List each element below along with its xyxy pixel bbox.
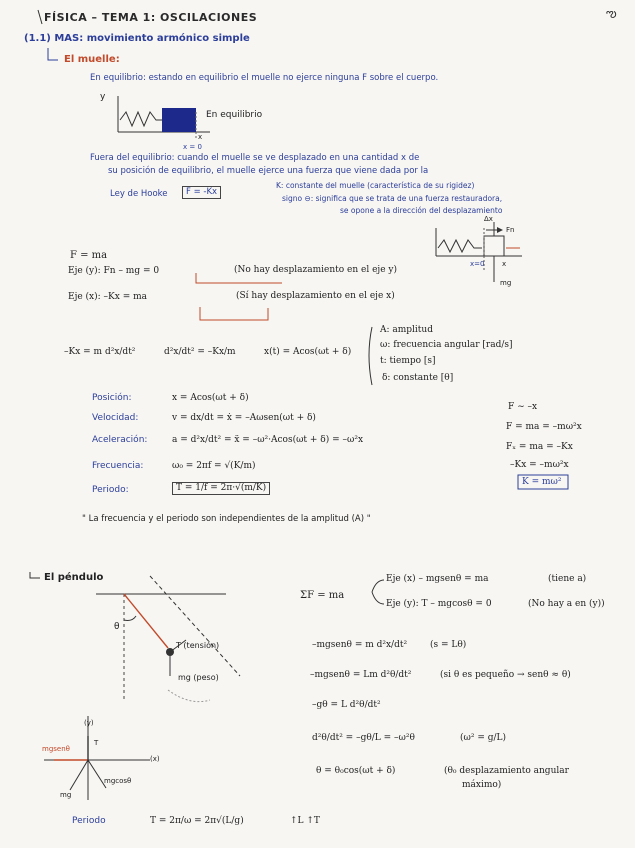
pend-line5-note1: (θ₀ desplazamiento angular <box>444 766 569 776</box>
legend-constant: δ: constante [θ] <box>382 373 454 383</box>
side-equate: –Kx = –mω²x <box>510 460 569 470</box>
fuera-line2: su posición de equilibrio, el muelle ejerce una fuerza que viene dada por la <box>108 166 429 176</box>
pend-line1-note: (s = Lθ) <box>430 640 467 650</box>
legend-angular-frequency: ω: frecuencia angular [rad/s] <box>380 340 513 350</box>
position-formula: x = Acos(ωt + δ) <box>172 393 249 403</box>
pend-line4-note: (ω² = g/L) <box>460 733 507 743</box>
corner-doodle-icon: ఌ <box>606 6 617 20</box>
acceleration-formula: a = d²x/dt² = ẍ = –ω²·Acos(ωt + δ) = –ω²x <box>172 435 364 445</box>
equilibrio-diagram-label: En equilibrio <box>206 110 263 120</box>
velocity-label: Velocidad: <box>92 413 139 423</box>
pend-period-formula: T = 2π/ω = 2π√(L/g) <box>150 816 244 826</box>
pend-eje-y-note: (No hay a en (y)) <box>528 599 605 609</box>
legend-amplitude: A: amplitud <box>380 325 433 335</box>
fma-line: F = ma <box>70 250 108 261</box>
eje-y-equation: Eje (y): Fn – mg = 0 <box>68 266 160 276</box>
side-fx: Fₓ = ma = –Kx <box>506 442 573 452</box>
theta-label: θ <box>114 622 120 632</box>
pend-line4: d²θ/dt² = –gθ/L = –ω²θ <box>312 733 415 743</box>
signo-line2: se opone a la dirección del desplazamiento <box>340 206 503 215</box>
legend-time: t: tiempo [s] <box>380 356 436 366</box>
independence-quote: " La frecuencia y el periodo son independientes de la amplitud (A) " <box>82 514 371 524</box>
acceleration-label: Aceleración: <box>92 435 148 445</box>
ode-2: d²x/dt² = –Kx/m <box>164 347 236 357</box>
ode-solution: x(t) = Acos(ωt + δ) <box>264 347 352 357</box>
frequency-formula: ω₀ = 2πf = √(K/m) <box>172 461 256 471</box>
period-label: Periodo: <box>92 485 129 495</box>
pend-eje-x: Eje (x) – mgsenθ = ma <box>386 574 489 584</box>
side-fma: F = ma = –mω²x <box>506 422 582 432</box>
fbd-tension: T <box>94 739 99 747</box>
subheading-pendulo: El péndulo <box>44 572 104 583</box>
hooke-label: Ley de Hooke <box>110 189 168 199</box>
pend-period-label: Periodo <box>72 816 106 826</box>
side-proportional: F ∼ –x <box>508 402 538 412</box>
fbd-mg: mg <box>60 791 72 799</box>
eje-x-equation: Eje (x): –Kx = ma <box>68 292 148 302</box>
fbd-x-axis: (x) <box>150 755 160 763</box>
position-label: Posición: <box>92 393 132 403</box>
ode-1: –Kx = m d²x/dt² <box>64 347 136 357</box>
eje-y-note: (No hay desplazamiento en el eje y) <box>234 265 397 275</box>
section-heading-mas: (1.1) MAS: movimiento armónico simple <box>24 33 250 44</box>
sumf-line: ΣF = ma <box>300 590 345 601</box>
fuera-line1: Fuera del equilibrio: cuando el muelle se ve desplazado en una cantidad x de <box>90 153 420 163</box>
pend-line1: –mgsenθ = m d²x/dt² <box>312 640 408 650</box>
side-k-result: K = mω² <box>522 477 562 487</box>
diag2-dx: Δx <box>484 215 493 223</box>
hooke-formula: F = -Kx <box>182 186 221 199</box>
velocity-formula: v = dx/dt = ẋ = –Aωsen(ωt + δ) <box>172 413 316 423</box>
x0-label: x = 0 <box>183 143 202 151</box>
frequency-label: Frecuencia: <box>92 461 144 471</box>
signo-line1: signo ⊖: significa que se trata de una fuerza restauradora, <box>282 194 503 203</box>
spring-equilibrium-diagram <box>118 96 210 140</box>
pend-line2-note: (si θ es pequeño → senθ ≈ θ) <box>440 670 571 680</box>
pend-eje-y: Eje (y): T – mgcosθ = 0 <box>386 599 492 609</box>
pend-line2: –mgsenθ = Lm d²θ/dt² <box>310 670 412 680</box>
subheading-muelle: El muelle: <box>64 54 120 65</box>
fbd-mgsen: mgsenθ <box>42 745 70 753</box>
pend-line5: θ = θ₀cos(ωt + δ) <box>316 766 396 776</box>
diag2-fn: Fn <box>506 226 515 234</box>
equilibrio-text: En equilibrio: estando en equilibrio el muelle no ejerce ninguna F sobre el cuerpo. <box>90 73 439 83</box>
fbd-mgcos: mgcosθ <box>104 777 132 785</box>
pend-eje-x-note: (tiene a) <box>548 574 587 584</box>
peso-label: mg (peso) <box>178 673 219 682</box>
free-body-diagram <box>44 716 150 800</box>
pend-period-note: ↑L ↑T <box>290 816 320 826</box>
pend-line5-note2: máximo) <box>462 780 502 790</box>
pend-line3: –gθ = L d²θ/dt² <box>312 700 381 710</box>
page-title: FÍSICA – TEMA 1: OSCILACIONES <box>44 11 258 24</box>
diag2-x: x <box>502 260 507 268</box>
period-formula: T = 1/f = 2π·√(m/K) <box>172 482 270 495</box>
diag2-mg: mg <box>500 279 512 287</box>
tension-label: T (tensión) <box>176 641 220 650</box>
axis-y-label: y <box>100 92 106 102</box>
fbd-y-axis: (y) <box>84 719 94 727</box>
axis-x-label: x <box>198 133 203 141</box>
eje-x-note: (Sí hay desplazamiento en el eje x) <box>236 291 395 301</box>
k-description: K: constante del muelle (característica de su rigidez) <box>276 181 475 190</box>
diag2-x0: x=0 <box>470 260 485 268</box>
